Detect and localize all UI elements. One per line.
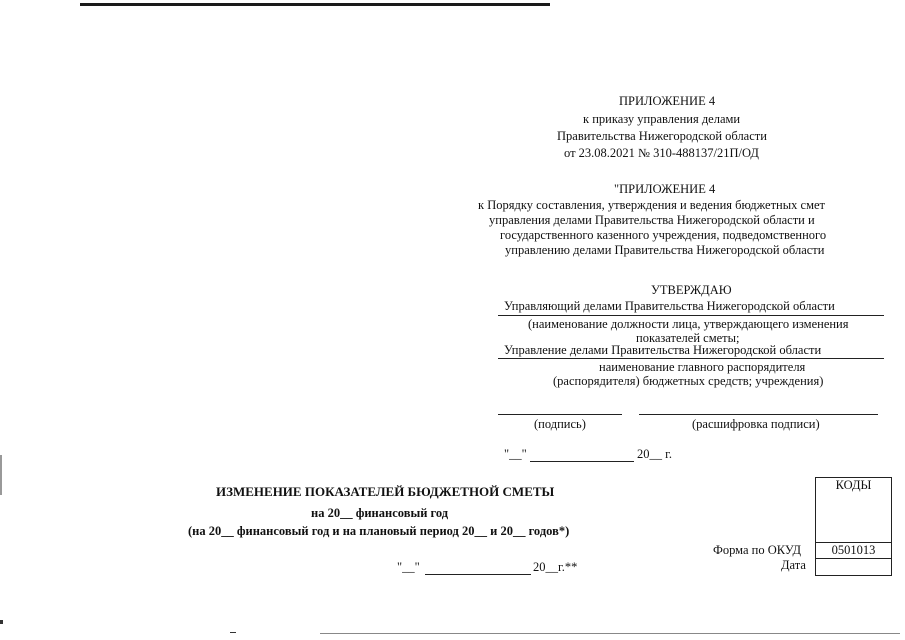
- approve-date-day: "__": [504, 447, 527, 461]
- document-subtitle-planning: (на 20__ финансовый год и на плановый период 20__ и 20__ годов*): [188, 524, 570, 538]
- document-title: ИЗМЕНЕНИЕ ПОКАЗАТЕЛЕЙ БЮДЖЕТНОЙ СМЕТЫ: [216, 484, 555, 499]
- signature-decode-caption: (расшифровка подписи): [692, 417, 820, 431]
- appendix2-line3: государственного казенного учреждения, подведомственного: [500, 228, 827, 242]
- signature-caption: (подпись): [534, 417, 586, 431]
- okud-code-cell: 0501013: [816, 542, 891, 559]
- codes-header: КОДЫ: [835, 478, 872, 492]
- signature-line: [498, 414, 622, 415]
- scan-speck: [0, 620, 3, 624]
- document-subtitle: на 20__ финансовый год: [311, 506, 449, 520]
- document-date-month-line: [425, 574, 531, 575]
- approver-position-caption2: показателей сметы;: [636, 331, 740, 345]
- scan-speck: [230, 632, 236, 633]
- appendix2-line2: управления делами Правительства Нижегородской области и: [489, 213, 815, 227]
- organization-value: Управление делами Правительства Нижегородской области: [504, 343, 822, 357]
- approve-date-year: 20__ г.: [637, 447, 672, 461]
- organization-underline: [498, 358, 884, 359]
- date-code-cell: [816, 558, 891, 575]
- scan-bottom-edge: [320, 633, 900, 634]
- document-date-year: 20__г.**: [533, 560, 578, 574]
- signature-decode-line: [639, 414, 878, 415]
- appendix-line3: от 23.08.2021 № 310-488137/21П/ОД: [564, 146, 759, 160]
- organization-caption2: (распорядителя) бюджетных средств; учреждения): [553, 374, 824, 388]
- okud-label: Форма по ОКУД: [713, 543, 801, 557]
- organization-caption1: наименование главного распорядителя: [599, 360, 806, 374]
- appendix-line1: к приказу управления делами: [583, 112, 741, 126]
- codes-table: [815, 477, 892, 576]
- scan-edge-mark: [0, 455, 2, 495]
- appendix-title: ПРИЛОЖЕНИЕ 4: [619, 94, 716, 108]
- appendix2-title: "ПРИЛОЖЕНИЕ 4: [614, 182, 716, 196]
- appendix2-line4: управлению делами Правительства Нижегородской области: [505, 243, 825, 257]
- approver-position-caption1: (наименование должности лица, утверждающего изменения: [528, 317, 849, 331]
- date-label: Дата: [781, 558, 806, 572]
- approve-title: УТВЕРЖДАЮ: [651, 283, 732, 297]
- approve-date-month-line: [530, 461, 634, 462]
- appendix2-line1: к Порядку составления, утверждения и ведения бюджетных смет: [478, 198, 825, 212]
- approver-position-value: Управляющий делами Правительства Нижегородской области: [504, 299, 835, 313]
- scan-top-edge: [80, 3, 550, 6]
- document-date-day: "__": [397, 560, 420, 574]
- appendix-line2: Правительства Нижегородской области: [557, 129, 767, 143]
- approver-position-underline: [498, 315, 884, 316]
